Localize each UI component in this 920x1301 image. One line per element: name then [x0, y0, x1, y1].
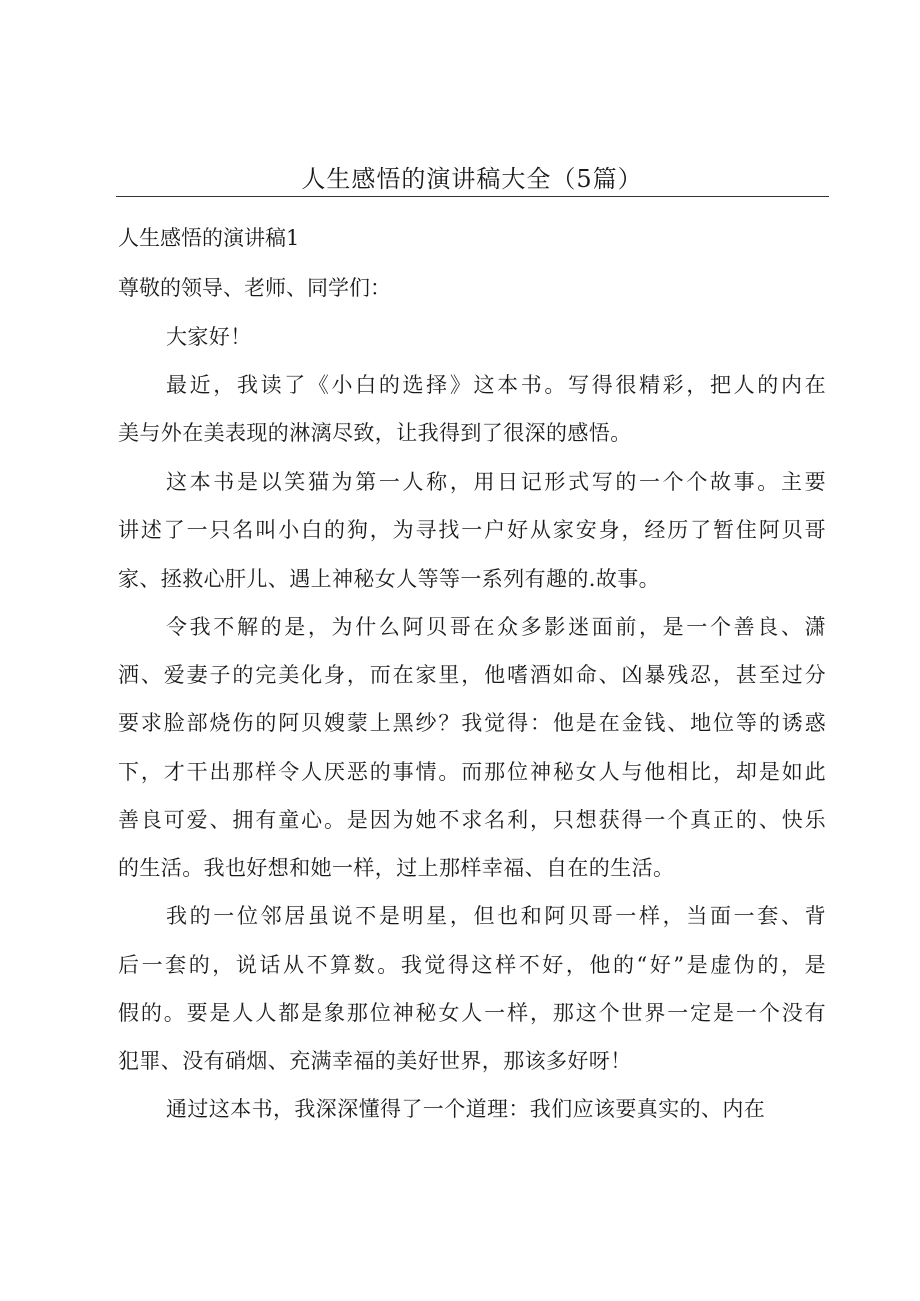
paragraph-line: 这本书是以笑猫为第一人称，用日记形式写的一个个故事。主要 [166, 470, 826, 494]
paragraph-line: 善良可爱、拥有童心。是因为她不求名利，只想获得一个真正的、快乐 [118, 808, 826, 832]
paragraph-line: 下，才干出那样令人厌恶的事情。而那位神秘女人与他相比，却是如此 [118, 760, 826, 784]
paragraph-line: 美与外在美表现的淋漓尽致，让我得到了很深的感悟。 [118, 421, 632, 445]
paragraph-line: 讲述了一只名叫小白的狗，为寻找一户好从家安身，经历了暂住阿贝哥 [118, 518, 826, 542]
section-heading: 人生感悟的演讲稿1 [118, 226, 300, 250]
document-title: 人生感悟的演讲稿大全（5篇） [301, 165, 643, 193]
greeting: 大家好！ [166, 325, 252, 349]
paragraph-line: 要求脸部烧伤的阿贝嫂蒙上黑纱？我觉得：他是在金钱、地位等的诱惑 [118, 711, 826, 735]
salutation: 尊敬的领导、老师、同学们： [118, 276, 391, 300]
paragraph-line: 后一套的，说话从不算数。我觉得这样不好，他的“好”是虚伪的，是 [118, 953, 826, 977]
paragraph-line: 的生活。我也好想和她一样，过上那样幸福、自在的生活。 [118, 856, 675, 880]
paragraph-line: 家、拯救心肝儿、遇上神秘女人等等一系列有趣的.故事。 [118, 567, 661, 591]
paragraph-line: 洒、爱妻子的完美化身，而在家里，他嗜酒如命、凶暴残忍，甚至过分 [118, 663, 826, 687]
paragraph-line: 假的。要是人人都是象那位神秘女人一样，那这个世界一定是一个没有 [118, 1001, 826, 1025]
paragraph-line: 通过这本书，我深深懂得了一个道理：我们应该要真实的、内在 [166, 1097, 766, 1121]
paragraph-line: 犯罪、没有硝烟、充满幸福的美好世界，那该多好呀！ [118, 1049, 632, 1073]
title-underline [116, 196, 829, 197]
paragraph-line: 我的一位邻居虽说不是明星，但也和阿贝哥一样，当面一套、背 [166, 904, 826, 928]
paragraph-line: 令我不解的是，为什么阿贝哥在众多影迷面前，是一个善良、潇 [166, 615, 826, 639]
paragraph-line: 最近，我读了《小白的选择》这本书。写得很精彩，把人的内在 [166, 373, 826, 397]
